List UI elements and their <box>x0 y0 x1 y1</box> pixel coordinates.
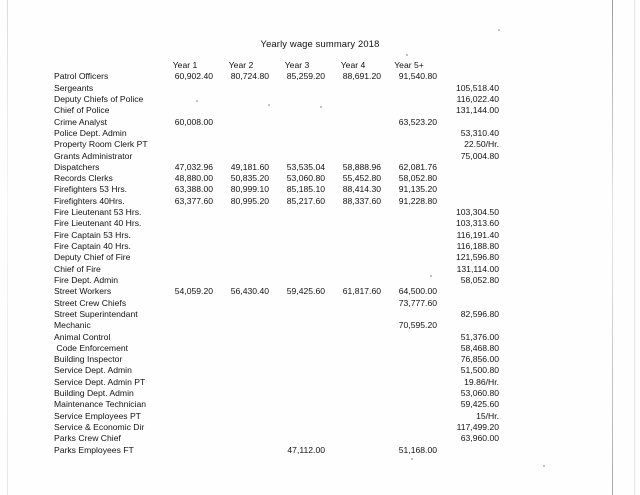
wage-value-year5 <box>381 230 437 241</box>
page-edge-right-outer <box>634 0 635 495</box>
position-label: Fire Captain 53 Hrs. <box>54 229 131 240</box>
table-row <box>54 94 499 105</box>
wage-value-year1 <box>157 94 213 105</box>
column-header-year4: Year 4 <box>340 60 366 70</box>
position-label: Fire Lieutenant 40 Hrs. <box>54 218 142 229</box>
wage-value-year2: 80,995.20 <box>230 195 269 206</box>
wage-value-year4: 88,337.60 <box>342 195 381 206</box>
wage-value-year2 <box>213 320 269 331</box>
wage-value-flat: 76,856.00 <box>460 354 499 365</box>
wage-value-flat <box>437 173 499 184</box>
wage-value-year5 <box>381 128 437 139</box>
wage-value-flat: 103,313.60 <box>455 218 499 229</box>
wage-value-year2 <box>213 332 269 343</box>
wage-value-flat <box>437 71 499 82</box>
wage-value-year5 <box>381 332 437 343</box>
wage-value-flat <box>437 162 499 173</box>
wage-value-year3 <box>269 94 325 105</box>
wage-value-year5 <box>381 388 437 399</box>
position-label: Street Workers <box>54 286 112 297</box>
wage-value-year3 <box>269 218 325 229</box>
wage-value-year3: 53,060.80 <box>286 173 325 184</box>
wage-value-year3 <box>269 83 325 94</box>
position-label: Crime Analyst <box>54 116 108 127</box>
position-label: Firefighters 53 Hrs. <box>54 184 128 195</box>
wage-value-year2 <box>213 445 269 456</box>
wage-value-year5 <box>381 343 437 354</box>
position-label: Fire Captain 40 Hrs. <box>54 241 131 251</box>
position-label: Animal Control <box>54 331 111 342</box>
table-row <box>54 388 499 399</box>
wage-value-year1 <box>157 377 213 388</box>
wage-value-year2: 50,835.20 <box>230 173 269 184</box>
wage-value-flat: 58,468.80 <box>460 342 499 353</box>
position-label: Dispatchers <box>54 161 100 172</box>
wage-value-flat: 22.50/Hr. <box>464 139 499 150</box>
wage-value-year5: 58,052.80 <box>398 173 437 184</box>
table-row <box>54 298 499 309</box>
wage-value-year2 <box>213 218 269 229</box>
scan-speck <box>498 29 500 31</box>
wage-value-year3 <box>269 264 325 275</box>
wage-value-year3 <box>269 230 325 241</box>
wage-value-year5 <box>381 399 437 410</box>
wage-value-year5: 91,228.80 <box>398 195 437 206</box>
position-label: Mechanic <box>54 320 91 331</box>
wage-value-year2 <box>213 230 269 241</box>
wage-value-year4 <box>325 275 381 286</box>
table-row <box>54 264 499 275</box>
column-header-year1: Year 1 <box>172 60 198 70</box>
wage-value-year4 <box>325 151 381 162</box>
position-label: Fire Dept. Admin <box>54 274 118 285</box>
wage-value-year1 <box>157 354 213 365</box>
wage-value-year3: 53,535.04 <box>286 161 325 172</box>
wage-value-year5 <box>381 94 437 105</box>
wage-value-flat: 131,144.00 <box>455 105 499 116</box>
table-row <box>54 139 499 150</box>
wage-value-flat: 75,004.80 <box>460 150 499 161</box>
wage-value-year3 <box>269 139 325 150</box>
wage-value-year1 <box>157 332 213 343</box>
wage-value-year2: 80,999.10 <box>230 184 269 195</box>
wage-value-year4 <box>325 365 381 376</box>
wage-value-year1: 47,032.96 <box>174 161 213 172</box>
wage-value-year2 <box>213 343 269 354</box>
wage-value-year4 <box>325 388 381 399</box>
wage-value-flat: 53,310.40 <box>460 127 499 138</box>
wage-value-flat: 121,596.80 <box>455 252 499 263</box>
table-row <box>54 151 499 162</box>
wage-value-year1 <box>157 128 213 139</box>
wage-value-year5 <box>381 411 437 422</box>
wage-value-flat <box>437 184 499 195</box>
position-label: Service Employees PT <box>54 410 141 421</box>
wage-value-flat: 53,060.80 <box>460 388 499 399</box>
wage-value-year3 <box>269 332 325 343</box>
wage-value-flat: 131,114.00 <box>456 263 499 274</box>
position-label: Street Crew Chiefs <box>54 297 127 308</box>
wage-value-year2 <box>213 298 269 309</box>
wage-value-year2 <box>213 388 269 399</box>
wage-value-year3 <box>269 354 325 365</box>
wage-value-year5 <box>381 207 437 218</box>
wage-value-flat <box>437 196 499 207</box>
table-row <box>54 128 499 139</box>
position-label: Records Clerks <box>54 173 113 184</box>
wage-value-year3 <box>269 433 325 444</box>
wage-value-year1 <box>157 83 213 94</box>
table-row <box>54 445 499 456</box>
position-label: Street Superintendant <box>54 308 138 319</box>
wage-value-year3: 85,217.60 <box>286 195 325 206</box>
wage-value-year4 <box>325 128 381 139</box>
table-row <box>54 309 499 320</box>
position-label: Grants Administrator <box>54 150 133 161</box>
wage-value-year3: 59,425.60 <box>286 286 325 297</box>
wage-value-year4 <box>325 332 381 343</box>
position-label: Deputy Chief of Fire <box>54 252 131 263</box>
wage-value-year3 <box>269 241 325 252</box>
wage-value-year5 <box>381 377 437 388</box>
wage-value-flat <box>437 445 499 456</box>
position-label: Parks Crew Chief <box>54 433 121 444</box>
wage-value-year1 <box>157 218 213 229</box>
position-label: Police Dept. Admin <box>54 127 127 138</box>
position-label: Chief of Fire <box>54 263 101 274</box>
wage-value-year2 <box>213 433 269 444</box>
position-label: Deputy Chiefs of Police <box>54 93 144 104</box>
wage-value-year5 <box>381 252 437 263</box>
position-label: Fire Lieutenant 53 Hrs. <box>54 207 142 218</box>
wage-value-year4 <box>325 433 381 444</box>
wage-value-year5 <box>381 83 437 94</box>
position-label: Service Dept. Admin PT <box>54 376 146 387</box>
wage-value-year1 <box>157 365 213 376</box>
wage-value-year3 <box>269 117 325 128</box>
table-row <box>54 117 499 128</box>
page-edge-right <box>612 0 613 495</box>
wage-value-year2 <box>213 411 269 422</box>
wage-value-year3: 85,185.10 <box>286 184 325 195</box>
wage-value-year4: 88,414.30 <box>342 184 381 195</box>
wage-value-year4 <box>325 241 381 252</box>
wage-value-year2 <box>213 399 269 410</box>
wage-value-year2: 80,724.80 <box>230 71 269 82</box>
wage-value-year5 <box>381 241 437 252</box>
wage-value-year2 <box>213 264 269 275</box>
wage-value-year4 <box>325 377 381 388</box>
wage-value-year3: 85,259.20 <box>286 71 325 82</box>
wage-value-year2: 56,430.40 <box>230 286 269 297</box>
wage-value-year4 <box>325 399 381 410</box>
wage-value-year1: 63,388.00 <box>174 184 213 195</box>
table-row <box>54 218 499 229</box>
wage-summary-table <box>54 60 499 456</box>
column-header-year3: Year 3 <box>284 60 310 70</box>
wage-value-year1 <box>157 343 213 354</box>
wage-value-year3: 47,112.00 <box>287 444 325 455</box>
wage-value-year3 <box>269 207 325 218</box>
wage-value-year3 <box>269 377 325 388</box>
wage-value-year1 <box>157 105 213 116</box>
wage-value-year5 <box>381 105 437 116</box>
wage-value-year3 <box>269 388 325 399</box>
table-row <box>54 241 499 252</box>
wage-value-year2 <box>213 309 269 320</box>
table-row <box>54 286 499 297</box>
wage-value-year5 <box>381 275 437 286</box>
wage-value-year4 <box>325 218 381 229</box>
wage-value-year2 <box>213 241 269 252</box>
wage-value-year4 <box>325 83 381 94</box>
wage-value-year5 <box>381 354 437 365</box>
wage-value-year3 <box>269 309 325 320</box>
wage-value-year5: 51,168.00 <box>398 444 437 455</box>
wage-value-year5 <box>381 422 437 433</box>
wage-value-year3 <box>269 320 325 331</box>
wage-value-year2 <box>213 128 269 139</box>
wage-value-year4 <box>325 252 381 263</box>
wage-value-year4 <box>325 105 381 116</box>
column-header-position <box>54 60 157 71</box>
wage-value-year4 <box>325 422 381 433</box>
wage-value-flat: 103,304.50 <box>455 207 499 218</box>
wage-value-year1 <box>157 320 213 331</box>
column-header-year5: Year 5+ <box>394 60 424 70</box>
scan-speck <box>406 54 408 56</box>
wage-value-year2 <box>213 105 269 116</box>
table-row <box>54 184 499 195</box>
wage-value-flat: 15/Hr. <box>476 410 499 421</box>
wage-value-year2 <box>213 207 269 218</box>
wage-value-year4 <box>325 207 381 218</box>
wage-value-year1: 48,880.00 <box>174 173 213 184</box>
wage-value-year3 <box>269 343 325 354</box>
table-row <box>54 377 499 388</box>
wage-value-year1 <box>157 241 213 252</box>
wage-value-year4 <box>325 320 381 331</box>
table-row <box>54 433 499 444</box>
wage-value-year4 <box>325 94 381 105</box>
wage-value-year1 <box>157 151 213 162</box>
wage-value-year5 <box>381 151 437 162</box>
wage-value-year3 <box>269 151 325 162</box>
position-label: Parks Employees FT <box>54 444 134 455</box>
wage-value-year3 <box>269 252 325 263</box>
wage-value-year4: 88,691.20 <box>342 71 381 82</box>
wage-value-year5: 73,777.60 <box>398 297 437 308</box>
wage-value-year4 <box>325 117 381 128</box>
position-label: Chief of Police <box>54 105 110 116</box>
position-label: Building Dept. Admin <box>54 388 134 399</box>
position-label: Code Enforcement <box>54 342 129 353</box>
table-row <box>54 207 499 218</box>
wage-value-flat: 58,052.80 <box>460 274 499 285</box>
wage-value-year4 <box>325 309 381 320</box>
wage-value-year4 <box>325 298 381 309</box>
wage-value-flat: 116,022.40 <box>456 93 499 104</box>
position-label: Firefighters 40Hrs. <box>54 195 125 206</box>
wage-value-year1 <box>157 445 213 456</box>
wage-value-year4 <box>325 264 381 275</box>
wage-value-year1 <box>157 433 213 444</box>
wage-value-year5: 62,081.76 <box>398 161 437 172</box>
table-row <box>54 71 499 82</box>
table-row <box>54 252 499 263</box>
wage-value-year1: 54,059.20 <box>174 286 213 297</box>
table-row <box>54 83 499 94</box>
table-row <box>54 332 499 343</box>
wage-value-flat: 19.86/Hr. <box>464 376 499 387</box>
table-body <box>54 71 499 456</box>
wage-value-year2 <box>213 365 269 376</box>
wage-value-year2 <box>213 139 269 150</box>
table-row <box>54 196 499 207</box>
wage-value-year2 <box>213 354 269 365</box>
table-row <box>54 422 499 433</box>
wage-value-year3 <box>269 411 325 422</box>
wage-value-flat: 116,191.40 <box>456 229 499 240</box>
wage-value-year3 <box>269 422 325 433</box>
wage-value-year3 <box>269 105 325 116</box>
wage-value-year4: 55,452.80 <box>342 173 381 184</box>
wage-value-year5: 91,135.20 <box>398 184 437 195</box>
wage-value-year3 <box>269 128 325 139</box>
wage-value-year4 <box>325 230 381 241</box>
table-header <box>54 60 499 71</box>
wage-value-year1: 60,008.00 <box>174 116 213 127</box>
table-row <box>54 354 499 365</box>
wage-value-year1 <box>157 411 213 422</box>
wage-value-year2 <box>213 83 269 94</box>
wage-value-flat: 59,425.60 <box>460 399 499 410</box>
wage-value-year5 <box>381 433 437 444</box>
table-row <box>54 399 499 410</box>
wage-value-year2 <box>213 422 269 433</box>
wage-value-year1: 63,377.60 <box>174 195 213 206</box>
wage-value-flat: 63,960.00 <box>460 433 499 444</box>
position-label: Patrol Officers <box>54 71 109 82</box>
wage-value-year2 <box>213 252 269 263</box>
wage-value-year1 <box>157 422 213 433</box>
wage-value-flat: 117,499.20 <box>456 422 499 432</box>
wage-value-year3 <box>269 365 325 376</box>
wage-value-year2 <box>213 275 269 286</box>
table-row <box>54 173 499 184</box>
wage-value-year5: 70,595.20 <box>398 320 437 331</box>
wage-value-year1 <box>157 298 213 309</box>
wage-value-year1 <box>157 399 213 410</box>
table-header-row <box>54 60 499 71</box>
wage-value-year1 <box>157 388 213 399</box>
table-row <box>54 230 499 241</box>
wage-value-year2 <box>213 117 269 128</box>
wage-value-year3 <box>269 298 325 309</box>
page-edge-left <box>7 0 8 495</box>
wage-value-year4 <box>325 445 381 456</box>
wage-value-year4: 61,817.60 <box>342 286 381 297</box>
wage-value-year4 <box>325 139 381 150</box>
wage-value-year2 <box>213 94 269 105</box>
table-row <box>54 411 499 422</box>
wage-value-year4 <box>325 411 381 422</box>
wage-value-year5 <box>381 218 437 229</box>
page-title: Yearly wage summary 2018 <box>260 38 380 49</box>
wage-value-year1: 60,902.40 <box>174 71 213 82</box>
wage-value-flat <box>437 286 499 297</box>
position-label: Sergeants <box>54 82 94 93</box>
wage-value-flat: 51,376.00 <box>460 331 499 342</box>
wage-value-year2: 49,181.60 <box>230 161 269 172</box>
wage-value-year5 <box>381 365 437 376</box>
table-row <box>54 275 499 286</box>
wage-value-year5 <box>381 309 437 320</box>
wage-value-year4 <box>325 343 381 354</box>
wage-value-year4: 58,888.96 <box>342 161 381 172</box>
scan-speck <box>411 458 413 460</box>
table-row <box>54 365 499 376</box>
wage-value-flat <box>437 117 499 128</box>
wage-value-flat: 116,188.80 <box>456 241 499 251</box>
position-label: Property Room Clerk PT <box>54 139 148 150</box>
position-label: Service Dept. Admin <box>54 365 132 376</box>
wage-value-year1 <box>157 252 213 263</box>
wage-value-year1 <box>157 309 213 320</box>
wage-value-year2 <box>213 151 269 162</box>
wage-value-flat: 51,500.80 <box>460 365 499 376</box>
position-label: Service & Economic Dir <box>54 422 145 432</box>
wage-value-year4 <box>325 354 381 365</box>
scan-speck <box>543 465 545 467</box>
wage-value-year1 <box>157 207 213 218</box>
position-label: Building Inspector <box>54 354 123 365</box>
table-row <box>54 162 499 173</box>
wage-value-year5 <box>381 264 437 275</box>
wage-value-year3 <box>269 275 325 286</box>
wage-value-flat <box>437 320 499 331</box>
table-row <box>54 320 499 331</box>
wage-value-year5: 91,540.80 <box>398 71 437 82</box>
wage-value-year5: 64,500.00 <box>398 286 437 297</box>
wage-value-flat: 105,518.40 <box>455 82 499 93</box>
column-header-flat <box>437 60 499 71</box>
table-row <box>54 105 499 116</box>
wage-value-flat <box>437 298 499 309</box>
wage-value-year3 <box>269 399 325 410</box>
wage-value-flat: 82,596.80 <box>460 308 499 319</box>
table-row <box>54 343 499 354</box>
wage-value-year1 <box>157 230 213 241</box>
wage-value-year1 <box>157 275 213 286</box>
column-header-year2: Year 2 <box>228 60 254 70</box>
wage-value-year5: 63,523.20 <box>398 116 437 127</box>
wage-value-year1 <box>157 264 213 275</box>
position-label: Maintenance Technician <box>54 399 147 410</box>
wage-value-year5 <box>381 139 437 150</box>
wage-value-year2 <box>213 377 269 388</box>
wage-value-year1 <box>157 139 213 150</box>
